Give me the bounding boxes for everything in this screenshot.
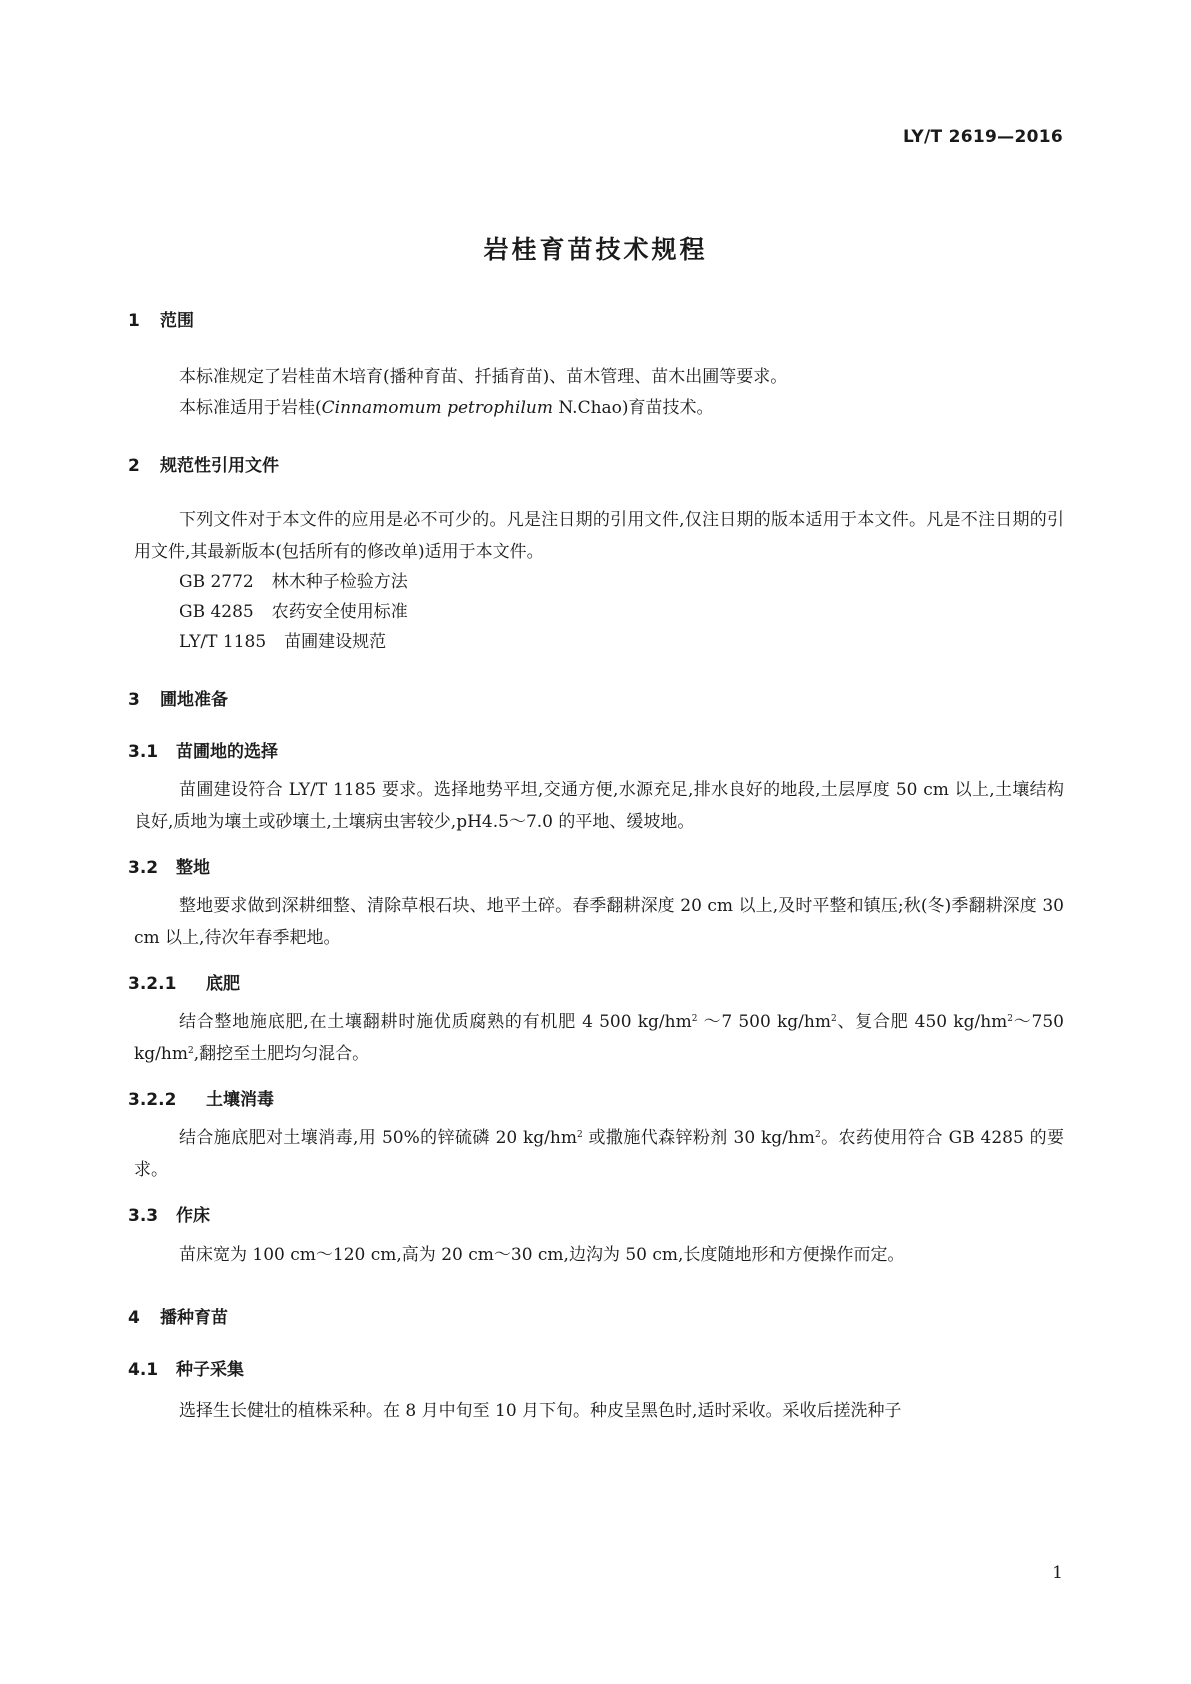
- text-run: 。农药使用符合 GB 4285 的要求。: [134, 1128, 1064, 1180]
- reference-code: GB 4285: [179, 602, 254, 622]
- paragraph: 苗圃建设符合 LY/T 1185 要求。选择地势平坦,交通方便,水源充足,排水良好的地段,土层厚度 50 cm 以上,土壤结构良好,质地为壤土或砂壤土,土壤病虫害较少,pH4.5～7.0 的平地、缓坡地。: [134, 780, 1064, 832]
- section-title: 底肥: [206, 974, 240, 994]
- section-title: 范围: [160, 311, 194, 331]
- section-number: 1: [128, 311, 140, 331]
- section-number: 4.1: [128, 1360, 159, 1380]
- reference-item: [179, 567, 408, 592]
- page-number: 1: [1052, 1563, 1063, 1583]
- section-number: 4: [128, 1308, 140, 1328]
- reference-code: LY/T 1185: [179, 632, 267, 652]
- section-title: 土壤消毒: [206, 1090, 274, 1110]
- paragraph: 选择生长健壮的植株采种。在 8 月中旬至 10 月下旬。种皮呈黑色时,适时采收。采收后搓洗种子: [179, 1401, 902, 1421]
- subsection-heading-4-1: [128, 1355, 244, 1380]
- superscript: 2: [814, 1130, 821, 1140]
- section-heading-4: [128, 1303, 228, 1328]
- section-number: 3.2.2: [128, 1090, 177, 1110]
- text-run: ,翻挖至土肥均匀混合。: [193, 1044, 370, 1064]
- paragraph: 本标准规定了岩桂苗木培育(播种育苗、扦插育苗)、苗木管理、苗木出圃等要求。: [179, 367, 788, 387]
- paragraph: 苗床宽为 100 cm～120 cm,高为 20 cm～30 cm,边沟为 50 cm,长度随地形和方便操作而定。: [179, 1245, 905, 1265]
- section-number: 3.3: [128, 1206, 159, 1226]
- superscript: 2: [187, 1046, 194, 1056]
- paragraph: [134, 1122, 1064, 1186]
- text-run: 或撒施代森锌粉剂 30 kg/hm: [582, 1128, 815, 1148]
- reference-title: 苗圃建设规范: [284, 632, 387, 652]
- superscript: 2: [830, 1014, 837, 1024]
- text-run: ～7 500 kg/hm: [697, 1012, 831, 1032]
- section-title: 作床: [176, 1206, 210, 1226]
- section-heading-1: [128, 306, 194, 331]
- text-run: N.Chao)育苗技术。: [552, 398, 714, 418]
- section-number: 2: [128, 456, 140, 476]
- superscript: 2: [691, 1014, 698, 1024]
- text-run: 结合整地施底肥,在土壤翻耕时施优质腐熟的有机肥 4 500 kg/hm: [179, 1012, 692, 1032]
- reference-title: 农药安全使用标准: [271, 602, 408, 622]
- text-run: 结合施底肥对土壤消毒,用 50%的锌硫磷 20 kg/hm: [179, 1128, 577, 1148]
- section-number: 3.2: [128, 858, 159, 878]
- superscript: 2: [1007, 1014, 1013, 1024]
- text-run: 本标准适用于岩桂(: [179, 398, 322, 418]
- standard-code: LY/T 2619—2016: [902, 127, 1063, 147]
- species-name: Cinnamomum petrophilum: [321, 398, 553, 418]
- section-number: 3: [128, 690, 140, 710]
- section-number: 3.1: [128, 742, 159, 762]
- subsection-heading-3-2-1: [128, 969, 240, 994]
- paragraph: [134, 1006, 1064, 1070]
- subsection-heading-3-1: [128, 737, 278, 762]
- reference-title: 林木种子检验方法: [271, 572, 408, 592]
- paragraph: [179, 393, 714, 418]
- reference-code: GB 2772: [179, 572, 254, 592]
- section-title: 苗圃地的选择: [176, 742, 278, 762]
- section-title: 规范性引用文件: [160, 456, 279, 476]
- subsection-heading-3-2: [128, 853, 210, 878]
- paragraph: 整地要求做到深耕细整、清除草根石块、地平土碎。春季翻耕深度 20 cm 以上,及时平整和镇压;秋(冬)季翻耕深度 30 cm 以上,待次年春季耙地。: [134, 896, 1064, 948]
- text-run: ～750 kg/hm: [134, 1012, 1064, 1064]
- document-title: 岩桂育苗技术规程: [483, 235, 708, 264]
- section-title: 种子采集: [176, 1360, 244, 1380]
- reference-item: [179, 597, 408, 622]
- superscript: 2: [576, 1130, 583, 1140]
- text-run: 、复合肥 450 kg/hm: [836, 1012, 1008, 1032]
- section-title: 圃地准备: [160, 690, 228, 710]
- subsection-heading-3-2-2: [128, 1085, 274, 1110]
- section-heading-2: [128, 451, 279, 476]
- paragraph: 下列文件对于本文件的应用是必不可少的。凡是注日期的引用文件,仅注日期的版本适用于本文件。凡是不注日期的引用文件,其最新版本(包括所有的修改单)适用于本文件。: [134, 510, 1064, 562]
- section-title: 播种育苗: [160, 1308, 228, 1328]
- section-number: 3.2.1: [128, 974, 177, 994]
- reference-item: [179, 627, 386, 652]
- section-heading-3: [128, 685, 228, 710]
- subsection-heading-3-3: [128, 1201, 210, 1226]
- section-title: 整地: [176, 858, 210, 878]
